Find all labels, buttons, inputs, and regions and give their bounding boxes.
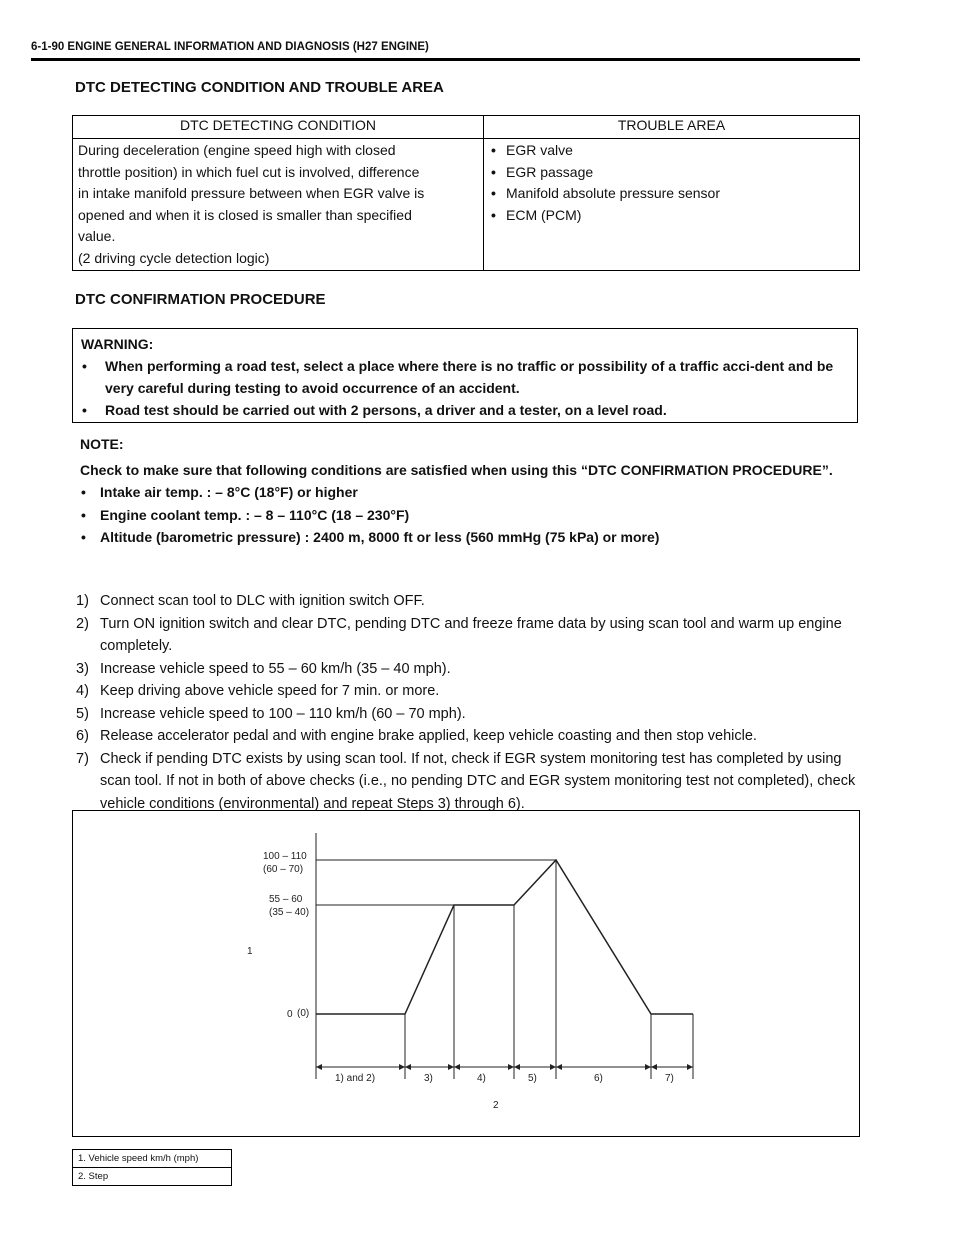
step-text: Increase vehicle speed to 55 – 60 km/h (35 – 40 mph). [100, 660, 451, 677]
step-number: 5) [76, 705, 89, 722]
dtc-condition-table [72, 115, 860, 271]
step-number: 6) [76, 728, 89, 744]
section-heading-confirmation: DTC CONFIRMATION PROCEDURE [75, 291, 326, 308]
warning-item: • When performing a road test, select a place where there is no traffic or possibility of a traffic acci-dent and be very careful during testing to avoid occurrence of an accident. [81, 355, 849, 399]
step-label: 3) [424, 1073, 433, 1084]
y-label-mid: 55 – 60 [269, 894, 303, 905]
step-item [76, 680, 862, 703]
trouble-area-cell [484, 139, 860, 271]
speed-profile-line [316, 860, 693, 1014]
step-label: 4) [477, 1073, 486, 1084]
note-text: Check to make sure that following conditions are satisfied when using this “DTC CONFIRMATION PROCEDURE”. [80, 461, 833, 478]
step-item [76, 658, 862, 681]
step-item [76, 725, 862, 748]
step-label: 6) [594, 1073, 603, 1084]
callout-x: 2 [493, 1100, 499, 1111]
condition-line: During deceleration (engine speed high with closed [78, 142, 396, 158]
trouble-area-item: • EGR valve [489, 140, 854, 162]
note-item: • Intake air temp. : – 8°C (18°F) or higher [80, 481, 860, 504]
y-label-high: 100 – 110 [263, 851, 307, 862]
step-text: Check if pending DTC exists by using scan tool. If not, check if EGR system monitoring test has completed by using scan tool. If not in both of above checks (i.e., no pending DTC and EGR system monitoring test not completed), check vehicle conditions (environmental) and repeat Steps 3) through 6). [100, 750, 856, 812]
step-item [76, 703, 862, 726]
condition-line: value. [78, 228, 116, 244]
header-rule [31, 58, 860, 61]
step-number: 1) [76, 593, 89, 609]
step-text: Connect scan tool to DLC with ignition switch OFF. [100, 593, 425, 609]
step-item [76, 590, 862, 613]
step-label: 5) [528, 1073, 537, 1084]
note-title: NOTE: [80, 436, 124, 452]
col-header-condition: DTC DETECTING CONDITION [73, 116, 484, 139]
note-block [80, 433, 860, 549]
trouble-area-item: • Manifold absolute pressure sensor [489, 183, 854, 205]
y-label-mid-mph: (35 – 40) [269, 907, 310, 918]
condition-line: opened and when it is closed is smaller than specified [78, 206, 412, 223]
trouble-area-item: • ECM (PCM) [489, 205, 854, 227]
figure-legend [72, 1149, 232, 1186]
note-list [80, 481, 860, 549]
warning-box [72, 328, 858, 423]
step-number: 3) [76, 660, 89, 677]
step-label: 1) and 2) [335, 1073, 376, 1084]
trouble-area-item: • EGR passage [489, 162, 854, 184]
y-label-zero-mph: (0) [297, 1008, 310, 1019]
step-number: 7) [76, 750, 89, 767]
step-text: Keep driving above vehicle speed for 7 min. or more. [100, 683, 440, 699]
trouble-area-list [489, 140, 854, 226]
speed-profile-figure [72, 810, 860, 1137]
legend-item: 2. Step [73, 1168, 232, 1186]
step-text: Increase vehicle speed to 100 – 110 km/h (60 – 70 mph). [100, 705, 466, 722]
callout-y: 1 [247, 946, 253, 957]
note-item: • Engine coolant temp. : – 8 – 110°C (18 – 230°F) [80, 504, 860, 527]
condition-line: in intake manifold pressure between when EGR valve is [78, 185, 425, 201]
legend-item: 1. Vehicle speed km/h (mph) [73, 1150, 232, 1168]
note-item: • Altitude (barometric pressure) : 2400 m, 8000 ft or less (560 mmHg (75 kPa) or more) [80, 526, 860, 549]
step-text: Turn ON ignition switch and clear DTC, pending DTC and freeze frame data by using scan tool and warm up engine completely. [100, 615, 842, 654]
condition-line: (2 driving cycle detection logic) [78, 249, 270, 266]
step-label: 7) [665, 1073, 674, 1084]
warning-list [81, 355, 849, 421]
speed-profile-diagram [73, 811, 859, 1136]
section-heading-detecting: DTC DETECTING CONDITION AND TROUBLE AREA [75, 79, 444, 96]
y-label-high-mph: (60 – 70) [263, 864, 304, 875]
step-number: 4) [76, 683, 89, 699]
y-label-zero: 0 [287, 1009, 293, 1020]
step-item [76, 613, 862, 658]
page-header: 6-1-90 ENGINE GENERAL INFORMATION AND DIAGNOSIS (H27 ENGINE) [31, 41, 429, 53]
warning-item: • Road test should be carried out with 2 persons, a driver and a tester, on a level road. [81, 399, 849, 421]
step-item [76, 748, 862, 816]
step-number: 2) [76, 615, 89, 632]
condition-cell [73, 139, 484, 271]
step-text: Release accelerator pedal and with engine brake applied, keep vehicle coasting and then stop vehicle. [100, 728, 757, 744]
warning-title: WARNING: [81, 336, 154, 352]
procedure-steps [76, 590, 862, 815]
condition-line: throttle position) in which fuel cut is involved, difference [78, 163, 420, 180]
col-header-area: TROUBLE AREA [484, 116, 860, 139]
